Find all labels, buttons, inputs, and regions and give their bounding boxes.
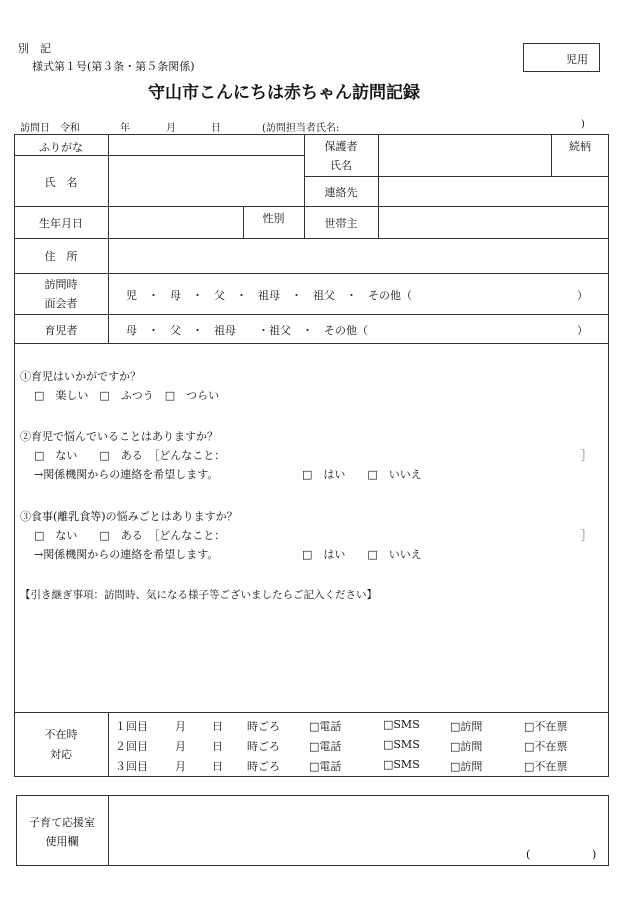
question-1-options: □ 楽しい □ ふつう □ つらい bbox=[34, 389, 220, 402]
question-3-options: □ ない □ ある ［どんなこと： bbox=[34, 529, 226, 542]
name-label: 氏 名 bbox=[44, 176, 78, 189]
absence-phone: □電話 bbox=[309, 740, 342, 753]
caregiver-options-close: ） bbox=[577, 324, 588, 337]
table-divider bbox=[304, 176, 609, 177]
absence-time: 時ごろ bbox=[247, 720, 280, 733]
guardian-label: 保護者 bbox=[324, 140, 358, 153]
absence-response-label: 対応 bbox=[50, 748, 72, 761]
absence-day: 日 bbox=[212, 740, 223, 753]
met-options: 児 ・ 母 ・ 父 ・ 祖母 ・ 祖父 ・ その他（ bbox=[126, 289, 412, 302]
guardian-name-label: 氏名 bbox=[330, 159, 352, 172]
visit-date-label: 訪問日 令和 bbox=[20, 123, 80, 134]
absence-attempt: １回目 bbox=[115, 720, 148, 733]
visit-year-label: 年 bbox=[120, 123, 130, 134]
furigana-label: ふりがな bbox=[39, 141, 83, 154]
absence-sms: □SMS bbox=[383, 758, 420, 771]
office-use-column-label: 使用欄 bbox=[45, 835, 79, 848]
office-use-box bbox=[16, 795, 609, 866]
relation-label: 続柄 bbox=[569, 140, 591, 153]
question-2-contact: →関係機関からの連絡を希望します。 bbox=[34, 468, 219, 481]
absence-day: 日 bbox=[212, 760, 223, 773]
met-label: 訪問時 bbox=[44, 278, 78, 291]
question-3-yesno: □ はい □ いいえ bbox=[302, 548, 422, 561]
absence-visit: □訪問 bbox=[450, 760, 483, 773]
absence-time: 時ごろ bbox=[247, 760, 280, 773]
absence-visit: □訪問 bbox=[450, 740, 483, 753]
caregiver-label: 育児者 bbox=[44, 324, 78, 337]
absence-month: 月 bbox=[175, 740, 186, 753]
householder-label: 世帯主 bbox=[324, 217, 358, 230]
table-divider bbox=[108, 712, 109, 777]
absence-sms: □SMS bbox=[383, 738, 420, 751]
table-divider bbox=[108, 795, 109, 866]
question-2-close: ］ bbox=[581, 449, 592, 462]
visit-staff-label: (訪問担当者氏名: bbox=[262, 123, 340, 134]
visit-month-label: 月 bbox=[166, 123, 176, 134]
absence-month: 月 bbox=[175, 720, 186, 733]
absence-visit: □訪問 bbox=[450, 720, 483, 733]
visit-day-label: 日 bbox=[211, 123, 221, 134]
absence-phone: □電話 bbox=[309, 720, 342, 733]
table-divider bbox=[14, 314, 609, 315]
sex-label: 性別 bbox=[262, 212, 285, 225]
table-divider bbox=[14, 206, 609, 207]
question-1: ①育児はいかがですか？ bbox=[20, 370, 141, 383]
question-2-options: □ ない □ ある ［どんなこと： bbox=[34, 449, 226, 462]
address-label: 住 所 bbox=[44, 250, 78, 263]
office-paren-close: ) bbox=[592, 848, 597, 861]
question-3-contact: →関係機関からの連絡を希望します。 bbox=[34, 548, 219, 561]
met-options-close: ） bbox=[577, 289, 588, 302]
contact-label: 連絡先 bbox=[324, 186, 358, 199]
absence-slip: □不在票 bbox=[524, 760, 568, 773]
caregiver-options: 母 ・ 父 ・ 祖母 ・祖父 ・ その他（ bbox=[126, 324, 368, 337]
corner-label: 児用 bbox=[566, 53, 588, 66]
absence-slip: □不在票 bbox=[524, 740, 568, 753]
question-3: ③食事(離乳食等)の悩みごとはありますか？ bbox=[20, 510, 238, 523]
absence-time: 時ごろ bbox=[247, 740, 280, 753]
absence-slip: □不在票 bbox=[524, 720, 568, 733]
page-title: 守山市こんにちは赤ちゃん訪問記録 bbox=[148, 83, 420, 103]
visit-staff-close: ) bbox=[581, 119, 585, 130]
absence-day: 日 bbox=[212, 720, 223, 733]
birthdate-label: 生年月日 bbox=[39, 217, 83, 230]
question-2-yesno: □ はい □ いいえ bbox=[302, 468, 422, 481]
absence-sms: □SMS bbox=[383, 718, 420, 731]
table-divider bbox=[14, 712, 609, 713]
question-3-close: ］ bbox=[581, 529, 592, 542]
met-person-label: 面会者 bbox=[44, 297, 78, 310]
table-divider bbox=[14, 238, 609, 239]
office-use-label: 子育て応援室 bbox=[29, 816, 95, 829]
absence-label: 不在時 bbox=[44, 728, 78, 741]
table-divider bbox=[14, 273, 609, 274]
form-style-number: 様式第１号(第３条・第５条関係) bbox=[32, 60, 195, 73]
corner-box bbox=[523, 43, 600, 72]
table-divider bbox=[378, 134, 379, 238]
absence-attempt: ２回目 bbox=[115, 740, 148, 753]
question-2: ②育児で悩んでいることはありますか？ bbox=[20, 430, 218, 443]
absence-month: 月 bbox=[175, 760, 186, 773]
table-divider bbox=[14, 343, 609, 344]
absence-attempt: ３回目 bbox=[115, 760, 148, 773]
table-divider bbox=[108, 134, 109, 343]
table-divider bbox=[14, 155, 304, 156]
office-paren-open: ( bbox=[526, 848, 531, 861]
betsuki-label: 別 記 bbox=[18, 42, 51, 55]
handover-notes-label: 【引き継ぎ事項：訪問時、気になる様子等ございましたらご記入ください】 bbox=[20, 589, 377, 601]
absence-phone: □電話 bbox=[309, 760, 342, 773]
